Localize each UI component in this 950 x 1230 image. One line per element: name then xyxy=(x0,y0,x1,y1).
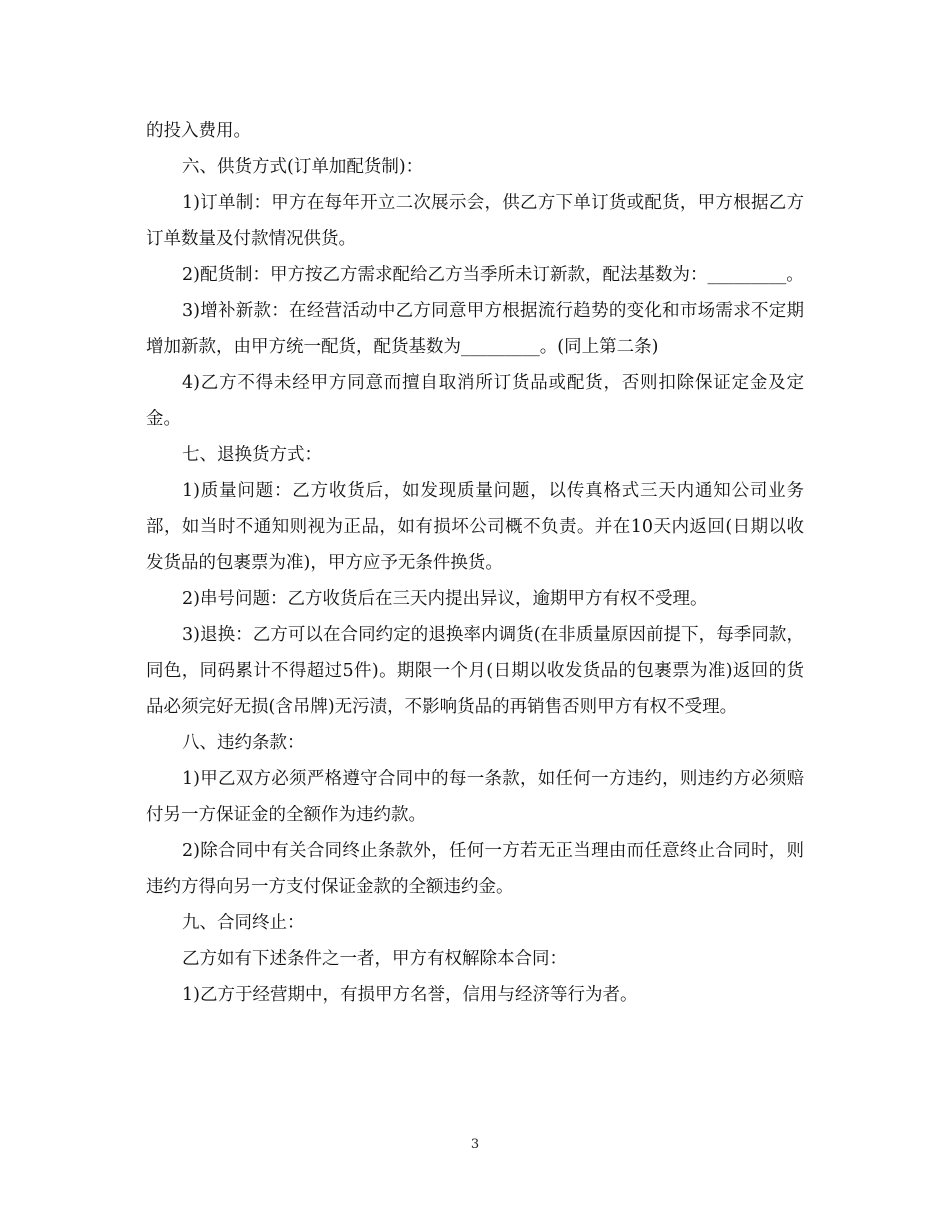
paragraph-termination-reputation: 1)乙方于经营期中，有损甲方名誉，信用与经济等行为者。 xyxy=(182,985,638,1005)
paragraph-allocation-system: 2)配货制：甲方按乙方需求配给乙方当季所未订新款，配法基数为：_________。 xyxy=(182,265,804,285)
paragraph-order-system: 1)订单制：甲方在每年开立二次展示会，供乙方下单订货或配货，甲方根据乙方订单数量及付款情况供货。 xyxy=(146,193,804,249)
paragraph-breach-compensation: 1)甲乙双方必须严格遵守合同中的每一条款，如任何一方违约，则违约方必须赔付另一方保证金的全额作为违约款。 xyxy=(146,769,804,825)
section-heading-returns: 七、退换货方式： xyxy=(182,445,322,465)
page-number: 3 xyxy=(470,1137,480,1152)
paragraph-exchange: 3)退换：乙方可以在合同约定的退换率内调货(在非质量原因前提下，每季同款，同色，同码累计不得超过5件)。期限一个月(日期以收发货品的包裹票为准)返回的货品必须完好无损(含吊牌)无污渍，不影响货品的再销售否则甲方有权不受理。 xyxy=(146,625,804,717)
paragraph-no-cancellation: 4)乙方不得未经甲方同意而擅自取消所订货品或配货，否则扣除保证定金及定金。 xyxy=(146,373,804,429)
paragraph-termination-conditions: 乙方如有下述条件之一者，甲方有权解除本合同： xyxy=(182,949,567,969)
paragraph-serial-issues: 2)串号问题：乙方收货后在三天内提出异议，逾期甲方有权不受理。 xyxy=(182,589,708,609)
section-heading-breach: 八、违约条款： xyxy=(182,733,305,753)
paragraph-new-styles: 3)增补新款：在经营活动中乙方同意甲方根据流行趋势的变化和市场需求不定期增加新款，由甲方统一配货，配货基数为_________。(同上第二条) xyxy=(146,301,804,357)
paragraph-breach-termination: 2)除合同中有关合同终止条款外，任何一方若无正当理由而任意终止合同时，则违约方得向另一方支付保证金款的全额违约金。 xyxy=(146,841,804,897)
document-body xyxy=(146,113,804,1013)
paragraph-quality-issues: 1)质量问题：乙方收货后，如发现质量问题，以传真格式三天内通知公司业务部，如当时不通知则视为正品，如有损坏公司概不负责。并在10天内返回(日期以收发货品的包裹票为准)，甲方应予无条件换货。 xyxy=(146,481,804,573)
paragraph-continuation: 的投入费用。 xyxy=(146,121,251,141)
section-heading-termination: 九、合同终止： xyxy=(182,913,305,933)
section-heading-supply-method: 六、供货方式(订单加配货制)： xyxy=(182,157,424,177)
